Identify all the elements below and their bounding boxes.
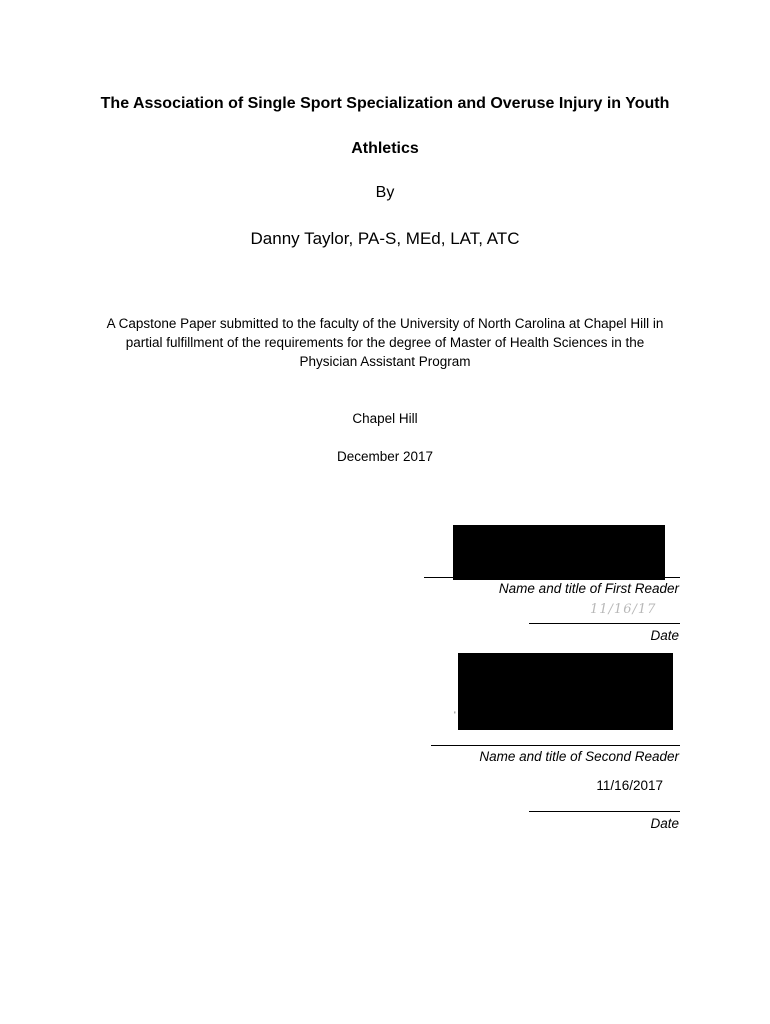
second-reader-redaction bbox=[458, 653, 673, 730]
first-reader-handwritten-date: 11/16/17 bbox=[590, 602, 657, 617]
title-line-1: The Association of Single Sport Specialization and Overuse Injury in Youth bbox=[100, 95, 670, 112]
by-label: By bbox=[375, 184, 395, 201]
second-reader-typed-date: 11/16/2017 bbox=[596, 778, 663, 793]
second-reader-date-line bbox=[529, 811, 680, 812]
date-label: December 2017 bbox=[336, 449, 434, 464]
statement-line-3: Physician Assistant Program bbox=[299, 354, 471, 369]
first-reader-date-line bbox=[529, 623, 680, 624]
statement-line-2: partial fulfillment of the requirements for the degree of Master of Health Sciences in the bbox=[125, 335, 645, 350]
second-reader-date-label: Date bbox=[650, 816, 679, 831]
author-name: Danny Taylor, PA-S, MEd, LAT, ATC bbox=[250, 229, 520, 248]
place-label: Chapel Hill bbox=[352, 411, 418, 426]
first-reader-name-label: Name and title of First Reader bbox=[498, 581, 679, 596]
first-reader-date-label: Date bbox=[650, 628, 679, 643]
first-reader-redaction bbox=[453, 525, 665, 580]
second-reader-signature-line bbox=[431, 745, 680, 746]
title-line-2: Athletics bbox=[351, 140, 419, 157]
stray-mark: ' bbox=[454, 710, 456, 720]
second-reader-name-label: Name and title of Second Reader bbox=[479, 749, 679, 764]
statement-line-1: A Capstone Paper submitted to the faculty of the University of North Carolina at Chapel Hill in bbox=[106, 316, 664, 331]
